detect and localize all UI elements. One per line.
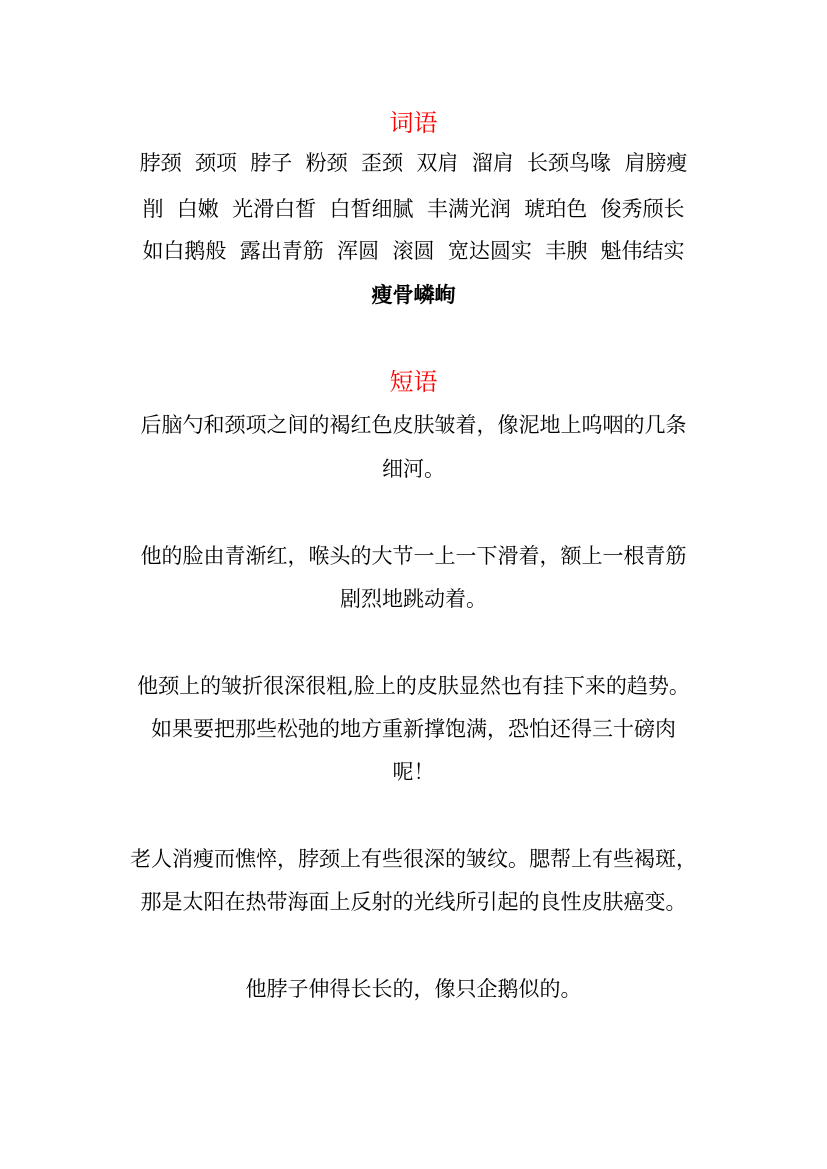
phrase-paragraph-line: 细河。 [382, 457, 445, 481]
phrase-paragraph-line: 剧烈地跳动着。 [340, 587, 487, 611]
word-list-line: 如白鹅般 露出青筋 浑圆 滚圆 宽达圆实 丰腴 魁伟结实 [142, 239, 685, 263]
phrase-paragraph-line: 他的脸由青渐红，喉头的大节一上一下滑着，额上一根青筋 [140, 544, 687, 568]
word-list-line: 削 白嫩 光滑白皙 白皙细腻 丰满光润 琥珀色 俊秀颀长 [142, 197, 685, 221]
phrase-paragraph-line: 呢！ [392, 760, 435, 784]
word-list-line: 脖颈 颈项 脖子 粉颈 歪颈 双肩 溜肩 长颈鸟喙 肩膀瘦 [139, 151, 688, 175]
phrase-paragraph-line: 老人消瘦而憔悴，脖颈上有些很深的皱纹。腮帮上有些褐斑， [130, 847, 697, 871]
phrase-paragraph-line: 他脖子伸得长长的，像只企鹅似的。 [245, 977, 582, 1001]
phrase-paragraph-line: 那是太阳在热带海面上反射的光线所引起的良性皮肤癌变。 [140, 890, 687, 914]
phrase-paragraph-line: 后脑勺和颈项之间的褐红色皮肤皱着，像泥地上呜咽的几条 [140, 413, 687, 437]
section-title-phrases: 短语 [389, 368, 438, 396]
word-list-line: 瘦骨嶙峋 [371, 282, 456, 307]
section-title-words: 词语 [389, 109, 438, 137]
phrase-paragraph-line: 他颈上的皱折很深很粗,脸上的皮肤显然也有挂下来的趋势。 [137, 674, 690, 698]
phrase-paragraph-line: 如果要把那些松弛的地方重新撑饱满，恐怕还得三十磅肉 [151, 717, 676, 741]
